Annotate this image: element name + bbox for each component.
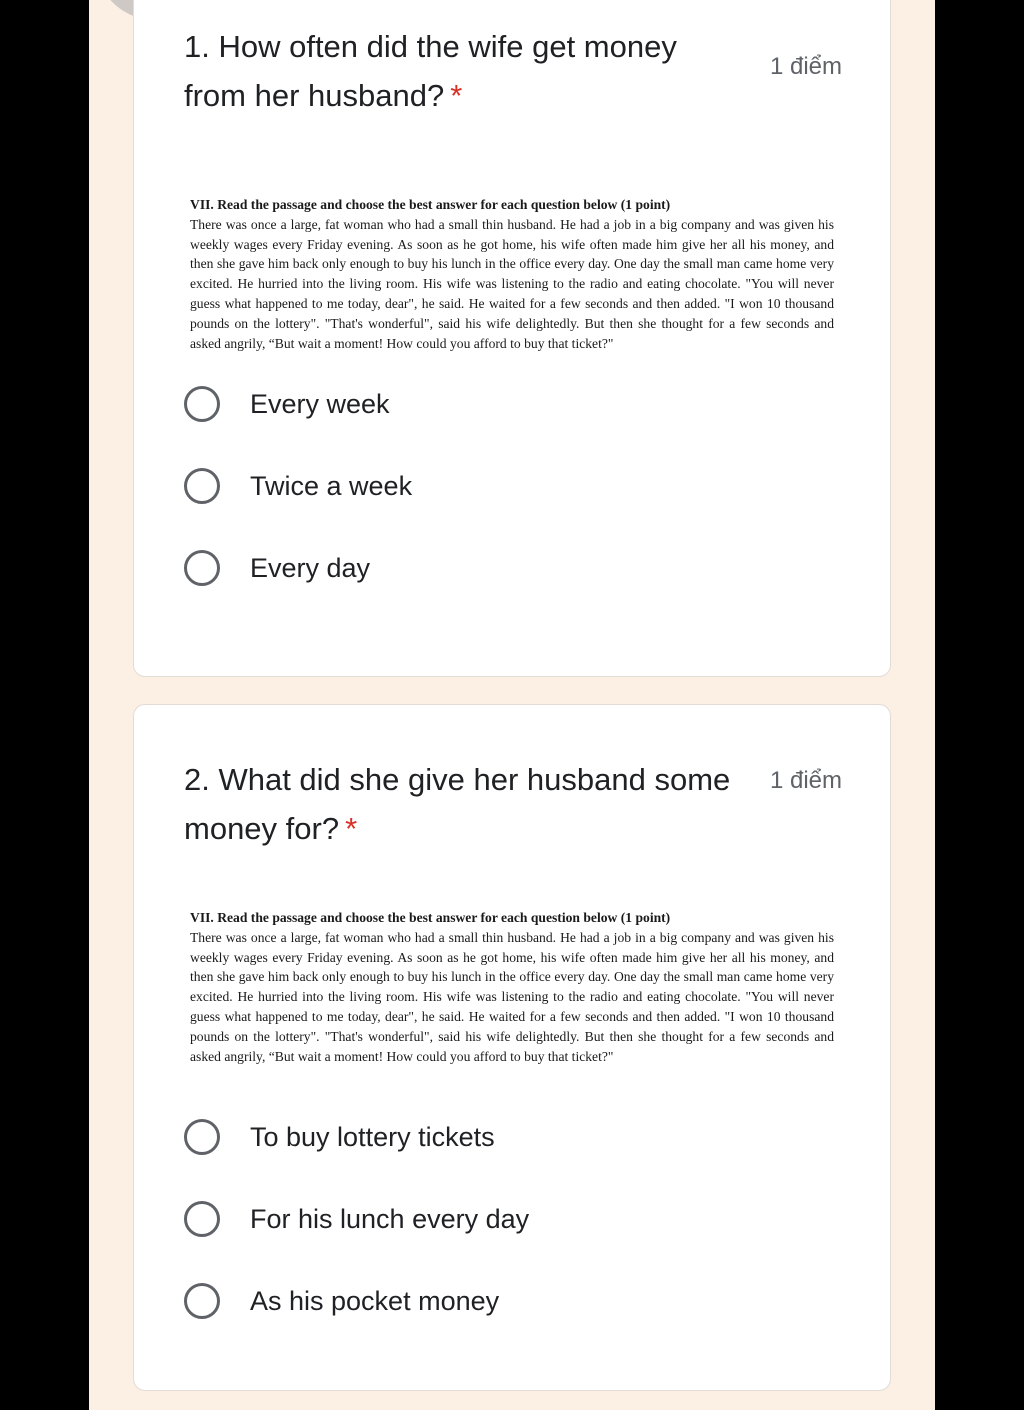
option-label: To buy lottery tickets xyxy=(250,1121,495,1152)
option-label: Every week xyxy=(250,388,390,419)
required-asterisk: * xyxy=(450,78,463,113)
passage-image xyxy=(190,908,834,1066)
question-text: 1. How often did the wife get money from her husband? xyxy=(184,29,677,113)
radio-unchecked-icon[interactable] xyxy=(184,1283,220,1319)
options-list xyxy=(184,1096,844,1342)
question-text: 2. What did she give her husband some money for? xyxy=(184,762,731,846)
radio-unchecked-icon[interactable] xyxy=(184,468,220,504)
option-label: Twice a week xyxy=(250,470,413,501)
option-every-day[interactable] xyxy=(184,527,844,609)
question-title xyxy=(184,22,744,120)
question-card-1 xyxy=(133,0,891,677)
passage-heading: VII. Read the passage and choose the best answer for each question below (1 point) xyxy=(190,910,671,925)
radio-unchecked-icon[interactable] xyxy=(184,386,220,422)
option-label: Every day xyxy=(250,552,371,583)
options-list xyxy=(184,363,844,609)
question-title xyxy=(184,755,744,853)
option-to-buy-lottery-tickets[interactable] xyxy=(184,1096,844,1178)
question-card-2 xyxy=(133,704,891,1391)
passage-image xyxy=(190,195,834,353)
option-label: As his pocket money xyxy=(250,1285,500,1316)
points-label: 1 điểm xyxy=(769,53,842,80)
passage-heading: VII. Read the passage and choose the best answer for each question below (1 point) xyxy=(190,197,671,212)
radio-unchecked-icon[interactable] xyxy=(184,1201,220,1237)
passage-body: There was once a large, fat woman who had a small thin husband. He had a job in a big company and was given his weekly wages every Friday evening. As soon as he got home, his wife often made him give her all his money, and then she gave him back only enough to buy his lunch in the office every day. One day the small man came home very excited. He hurried into the living room. His wife was listening to the radio and eating chocolate. "You will never guess what happened to me today, dear", he said. He waited for a few seconds and then added. "I won 10 thousand pounds on the lottery". "That's wonderful", said his wife delightedly. But then she thought for a few seconds and asked angrily, “But wait a moment! How could you afford to buy that ticket?" xyxy=(190,216,834,351)
points-label: 1 điểm xyxy=(769,767,842,794)
radio-unchecked-icon[interactable] xyxy=(184,1119,220,1155)
option-twice-a-week[interactable] xyxy=(184,445,844,527)
option-for-his-lunch-every-day[interactable] xyxy=(184,1178,844,1260)
passage-body: There was once a large, fat woman who had a small thin husband. He had a job in a big company and was given his weekly wages every Friday evening. As soon as he got home, his wife often made him give her all his money, and then she gave him back only enough to buy his lunch in the office every day. One day the small man came home very excited. He hurried into the living room. His wife was listening to the radio and eating chocolate. "You will never guess what happened to me today, dear", he said. He waited for a few seconds and then added. "I won 10 thousand pounds on the lottery". "That's wonderful", said his wife delightedly. But then she thought for a few seconds and asked angrily, “But wait a moment! How could you afford to buy that ticket?" xyxy=(190,929,834,1064)
radio-unchecked-icon[interactable] xyxy=(184,550,220,586)
required-asterisk: * xyxy=(345,811,358,846)
option-every-week[interactable] xyxy=(184,363,844,445)
option-label: For his lunch every day xyxy=(250,1203,530,1234)
form-viewport xyxy=(89,0,935,1410)
option-as-his-pocket-money[interactable] xyxy=(184,1260,844,1342)
